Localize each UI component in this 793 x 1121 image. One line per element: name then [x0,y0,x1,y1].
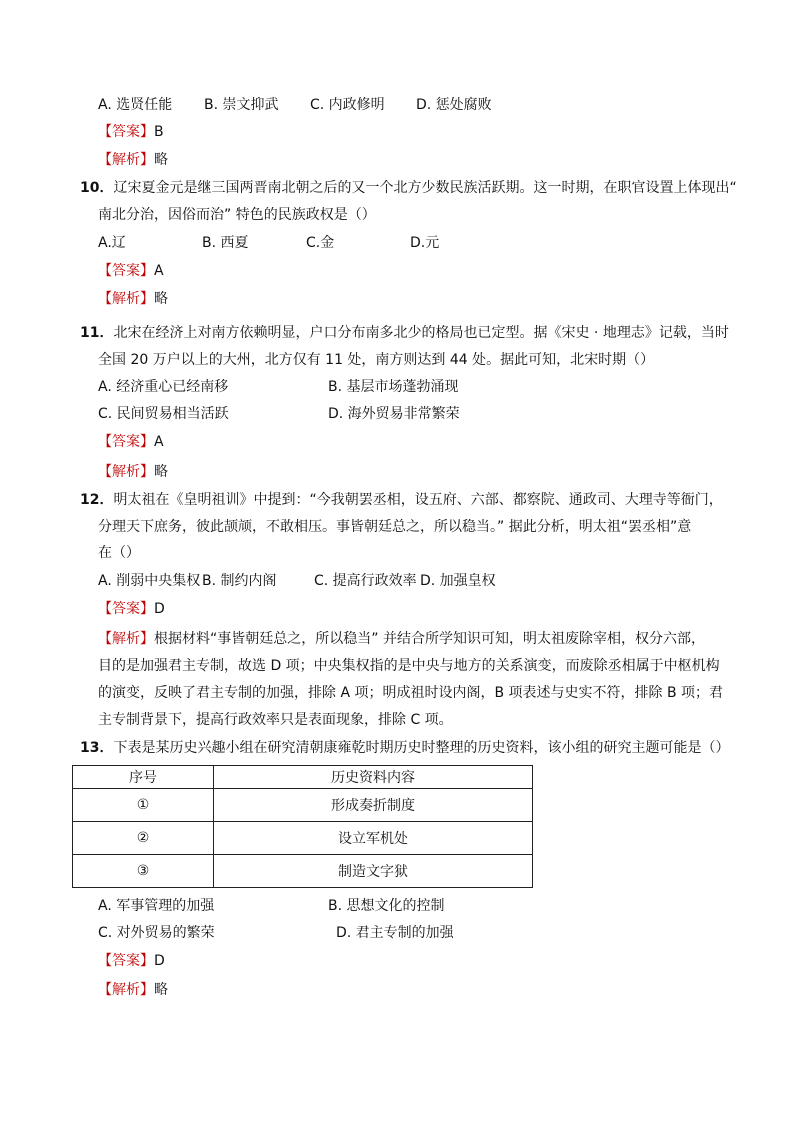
table-cell-index: ③ [73,855,214,888]
q10-option-a: A.辽 [98,235,126,251]
table-header-row [73,766,533,789]
table-header-cell: 历史资料内容 [214,766,533,789]
q13-option-b: B. 思想文化的控制 [328,898,445,914]
q10-stem-line2: 南北分治，因俗而治” 特色的民族政权是（） [98,207,376,223]
q11-option-c: C. 民间贸易相当活跃 [98,406,229,422]
q9-option-c: C. 内政修明 [310,97,385,113]
answer-value: B [154,124,164,140]
analysis-value: 略 [154,982,168,998]
q11-option-a: A. 经济重心已经南移 [98,379,229,395]
analysis-value: 略 [154,152,168,168]
q11-stem-line1 [80,323,729,343]
q12-stem-line1 [80,490,723,510]
answer-value: D [154,953,165,969]
q10-analysis [98,289,168,309]
answer-tag: 【答案】 [98,601,154,617]
q12-answer [98,599,165,619]
q9-option-b: B. 崇文抑武 [204,97,279,113]
table-cell-index: ② [73,822,214,855]
q11-option-b: B. 基层市场蓬勃涌现 [328,379,459,395]
q11-analysis [98,462,168,482]
answer-value: A [154,263,164,279]
q11-answer [98,432,164,452]
analysis-tag: 【解析】 [98,464,154,480]
question-number: 10． [80,180,114,196]
q12-text1: 明太祖在《皇明祖训》中提到：“今我朝罢丞相，设五府、六部、都察院、通政司、大理寺等衙门， [113,492,723,508]
q13-answer [98,951,165,971]
q12-option-a: A. 削弱中央集权 [98,573,201,589]
q12-stem-line3: 在（） [98,545,140,561]
analysis-tag: 【解析】 [98,982,154,998]
answer-value: A [154,434,164,450]
question-number: 11． [80,325,114,341]
q10-answer [98,261,164,281]
q13-option-a: A. 军事管理的加强 [98,898,215,914]
answer-tag: 【答案】 [98,263,154,279]
analysis-line-1: 根据材料“事皆朝廷总之，所以稳当” 并结合所学知识可知，明太祖废除宰相，权分六部， [154,631,705,647]
analysis-line-2: 目的是加强君主专制，故选 D 项；中央集权指的是中央与地方的关系演变，而废除丞相属于中枢机构 [98,658,720,674]
table-row [73,789,533,822]
q12-option-c: C. 提高行政效率 [314,573,417,589]
q13-option-c: C. 对外贸易的繁荣 [98,925,215,941]
q13-option-d: D. 君主专制的加强 [336,925,454,941]
table-cell-index: ① [73,789,214,822]
answer-tag: 【答案】 [98,434,154,450]
analysis-value: 略 [154,464,168,480]
analysis-line-4: 主专制背景下，提高行政效率只是表面现象，排除 C 项。 [98,712,453,728]
q11-stem-line2: 全国 20 万户以上的大州，北方仅有 11 处，南方则达到 44 处。据此可知，北宋时期（） [98,352,655,368]
answer-value: D [154,601,165,617]
analysis-line-3: 的演变，反映了君主专制的加强，排除 A 项；明成祖时设内阁，B 项表述与史实不符，排除 B 项；君 [98,685,724,701]
table-row [73,855,533,888]
answer-tag: 【答案】 [98,953,154,969]
q10-option-d: D.元 [410,235,440,251]
q12-option-d: D. 加强皇权 [420,573,496,589]
table-header-cell: 序号 [73,766,214,789]
q11-text1: 北宋在经济上对南方依赖明显，户口分布南多北少的格局也已定型。据《宋史 · 地理志》记载，当时 [113,325,729,341]
q10-stem-line1 [80,178,737,198]
q10-option-b: B. 西夏 [202,235,249,251]
table-cell-content: 制造文字狱 [214,855,533,888]
history-materials-table [72,765,533,888]
q10-option-c: C.金 [306,235,335,251]
q9-analysis [98,150,168,170]
q10-text1: 辽宋夏金元是继三国两晋南北朝之后的又一个北方少数民族活跃期。这一时期，在职官设置上体现出“ [113,180,737,196]
table-cell-content: 设立军机处 [214,822,533,855]
q13-analysis [98,980,168,1000]
q9-option-a: A. 选贤任能 [98,97,173,113]
analysis-value: 略 [154,291,168,307]
question-number: 12． [80,492,114,508]
q11-option-d: D. 海外贸易非常繁荣 [328,406,460,422]
q9-answer [98,122,164,142]
table-cell-content: 形成奏折制度 [214,789,533,822]
q9-option-d: D. 惩处腐败 [416,97,492,113]
q12-analysis [98,629,705,649]
analysis-tag: 【解析】 [98,152,154,168]
analysis-tag: 【解析】 [98,291,154,307]
question-number: 13． [80,740,114,756]
q13-text1: 下表是某历史兴趣小组在研究清朝康雍乾时期历史时整理的历史资料，该小组的研究主题可能是（） [113,740,730,756]
q12-option-b: B. 制约内阁 [202,573,277,589]
q13-stem-line1 [80,738,729,758]
answer-tag: 【答案】 [98,124,154,140]
q12-stem-line2: 分理天下庶务，彼此颉颃，不敢相压。事皆朝廷总之，所以稳当。” 据此分析，明太祖“罢丞相”意 [98,519,692,535]
table-row [73,822,533,855]
analysis-tag: 【解析】 [98,631,154,647]
